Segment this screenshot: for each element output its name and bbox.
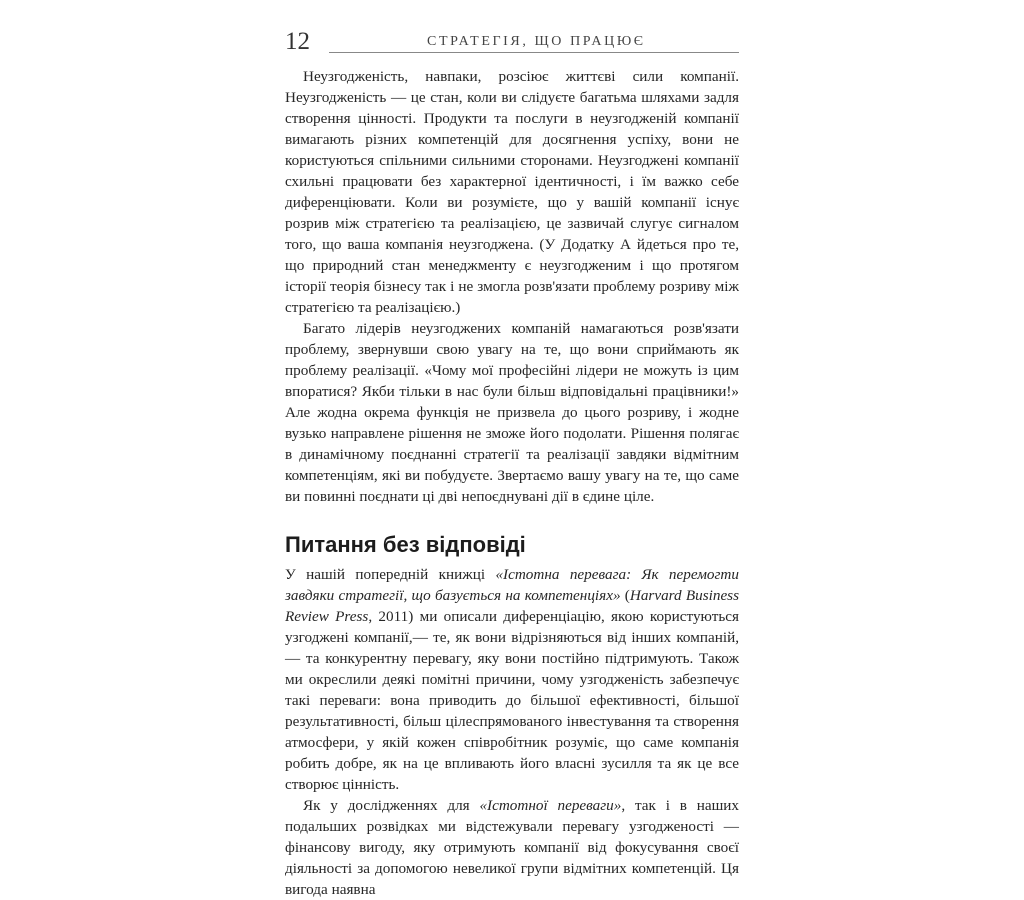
text-run: , 2011) ми описали диференціацію, якою користуються узгоджені компанії,— те, як вони відрізняються від інших компаній,— та конкурентну перевагу, яку вони постійно підтримують. Також ми окреслили деякі помітні причини, чому узгодженість забезпечує такі переваги: вона приводить до більшої ефективності, більшої результативності, більш цілеспрямованого інвестування та створення атмосфери, у якій кожен співробітник розуміє, що саме компанія робить добре, як на це впливають його власні зусилля та як це все створює цінність.: [285, 608, 739, 793]
page-content: [285, 66, 739, 900]
page-header: [285, 28, 739, 56]
page-number: 12: [285, 28, 310, 55]
text-run: , так і в наших подальших розвідках ми відстежували перевагу узгодженості — фінансову вигоду, яку отримують компанії від фокусування своєї діяльності за допомогою невеликої групи відмітних компетенцій. Ця вигода наявна: [285, 797, 739, 898]
header-rule: [329, 52, 739, 53]
text-run: Як у дослідженнях для: [303, 797, 480, 814]
paragraph-previous-book: [285, 564, 739, 795]
publisher-italic: Harvard Business Review Press: [285, 587, 740, 625]
running-title: СТРАТЕГІЯ, ЩО ПРАЦЮЄ: [427, 34, 646, 49]
section-heading: Питання без відповіді: [285, 532, 526, 557]
text-run: (: [620, 587, 630, 604]
text-run: У нашій попередній книжці: [285, 566, 496, 583]
paragraph-misalignment: Неузгодженість, навпаки, розсіює життєві сили компанії. Неузгодженість — це стан, коли ви слідуєте багатьма шляхами задля створення цінності. Продукти та послуги в неузгодженій компанії вимагають різних компетенцій для досягнення успіху, вони не користуються спільними сильними сторонами. Неузгоджені компанії схильні працювати без характерної ідентичності, і їм важко себе диференціювати. Коли ви розумієте, що у вашій компанії існує розрив між стратегією та реалізацією, це зазвичай слугує сигналом того, що ваша компанія неузгоджена. (У Додатку А йдеться про те, що природний стан менеджменту є неузгодженим і що протягом історії теорія бізнесу так і не змогла розв'язати проблему розриву між стратегією та реалізацією.): [285, 68, 739, 316]
paragraph-research: [285, 795, 739, 900]
book-title-italic: «Істотної переваги»: [479, 797, 622, 814]
book-title-italic: «Істотна перевага: Як перемогти завдяки стратегії, що базується на компетенціях»: [285, 566, 739, 604]
paragraph-leaders: Багато лідерів неузгоджених компаній намагаються розв'язати проблему, звернувши свою увагу на те, що вони сприймають як проблему реалізації. «Чому мої професійні лідери не можуть із цим впоратися? Якби тільки в нас були більш відповідальні працівники!» Але жодна окрема функція не призвела до цього розриву, і жодне вузько направлене рішення не зможе його подолати. Рішення полягає в динамічному поєднанні стратегії та реалізації завдяки відмітним компетенціям, які ви побудуєте. Звертаємо вашу увагу на те, що саме ви повинні поєднати ці дві непоєднувані дії в єдине ціле.: [285, 320, 739, 505]
